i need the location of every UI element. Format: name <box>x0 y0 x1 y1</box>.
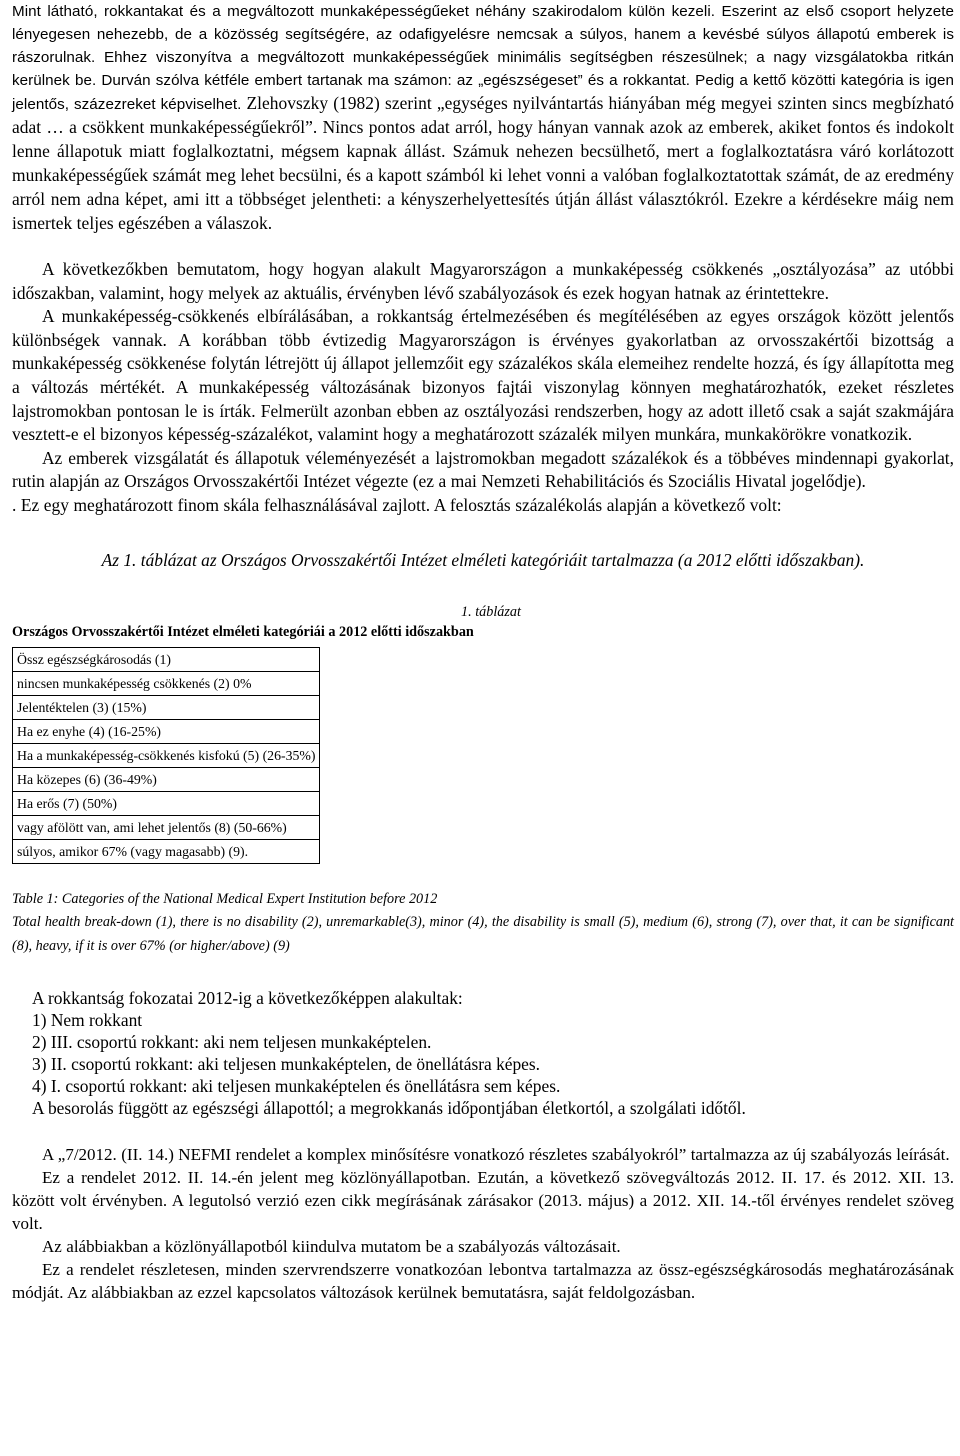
decree-paragraph-4: Ez a rendelet részletesen, minden szervrendszerre vonatkozóan lebontva tartalmazza az össz-egészségkárosodás meghatározásának módját. Az alábbiakban az ezzel kapcsolatos változások kerülnek bemutatásra, saját feldolgozásban. <box>12 1259 954 1302</box>
decree-paragraph-2: Ez a rendelet 2012. II. 14.-én jelent meg közlönyállapotban. Ezután, a következő szövegváltozás 2012. II. 17. és 2012. XII. 13. között volt érvényben. A legutolsó verzió ezen cikk megírásának zárásakor (2013. május) a 2012. XII. 14.-től érvényes rendelet szöveg volt. <box>12 1167 954 1233</box>
table-cell: Ha közepes (6) (36-49%) <box>13 767 320 791</box>
paragraph-intro <box>12 0 954 236</box>
section-decree <box>12 1143 954 1304</box>
english-table-title: Table 1: Categories of the National Medical Expert Institution before 2012 <box>12 890 438 907</box>
paragraph-2: Zlehovszky (1982) szerint „egységes nyilvántartás hiányában még megyei szinten sincs megbízható adat … a csökkent munkaképességűekről”. Nincs pontos adat arról, hogy hányan vannak azok az emberek, akiket fontos és indokolt lenne állapotuk miatt foglalkoztatni, mégsem kapnak állást. Számuk nehezen becsülhető, mert a foglalkoztatásra váró korlátozott munkaképességűek számát meg lehet becsülni, és a kapott számból ki lehet vonni a valóban foglalkoztatottak számát, de az eredmény arról nem adna képet, ami itt a többséget jelentheti: a kényszerhelyettesítés útján állást választókról. Ezekre a kérdésekre máig nem ismertek teljes egészében a válaszok. <box>12 93 954 233</box>
table-cell: Ha ez enyhe (4) (16-25%) <box>13 719 320 743</box>
grade-item: 3) II. csoportú rokkant: aki teljesen munkaképtelen, de önellátásra képes. <box>32 1053 541 1074</box>
table-cell: Ha erős (7) (50%) <box>13 791 320 815</box>
table-number: 1. táblázat <box>461 603 521 620</box>
paragraph-1: Mint látható, rokkantakat és a megváltozott munkaképességűeket néhány szakirodalom külön kezeli. Eszerint az első csoport helyzete lényegesen nehezebb, de a közösség segítségére, az odafigyelésre nemcsak a súlyos, hanem a kevésbé súlyos állapotú emberek is rászorulnak. Ehhez viszonyítva a megváltozott munkaképességűek minimális segítségben részesülnek; a nagy vizsgálatokba ritkán kerülnek be. Durván szólva kétféle embert tartanak ma számon: az „egészségeset” és a rokkantat. Pedig a kettő közötti kategória is igen jelentős, százezreket képviselhet. <box>12 3 954 113</box>
disability-grades <box>12 987 954 1119</box>
table-title: Országos Orvosszakértői Intézet elméleti kategóriái a 2012 előtti időszakban <box>12 623 474 640</box>
table-row <box>13 791 320 815</box>
section-classification <box>12 258 954 518</box>
table-row <box>13 647 320 671</box>
table-row <box>13 839 320 863</box>
table-row <box>13 695 320 719</box>
grades-intro: A rokkantság fokozatai 2012-ig a következőképpen alakultak: <box>32 987 463 1008</box>
paragraph-3: A következőkben bemutatom, hogy hogyan alakult Magyarországon a munkaképesség csökkenés „osztályozása” az utóbbi időszakban, valamint, hogy melyek az aktuális, érvényben lévő szabályozások és ezek hogyan hatnak az érintettekre. <box>12 259 954 303</box>
table-cell: Össz egészségkárosodás (1) <box>13 647 320 671</box>
table-reference-caption: Az 1. táblázat az Országos Orvosszakértői Intézet elméleti kategóriáit tartalmazza (a 2012 előtti időszakban). <box>101 549 865 570</box>
table-cell: vagy afölött van, ami lehet jelentős (8) (50-66%) <box>13 815 320 839</box>
table-cell: súlyos, amikor 67% (vagy magasabb) (9). <box>13 839 320 863</box>
table-row <box>13 743 320 767</box>
decree-paragraph-1: A „7/2012. (II. 14.) NEFMI rendelet a komplex minősítésre vonatkozó részletes szabályokról” tartalmazza az új szabályozás leírását. <box>42 1144 950 1164</box>
table-cell: nincsen munkaképesség csökkenés (2) 0% <box>13 671 320 695</box>
table-row <box>13 719 320 743</box>
paragraph-6: . Ez egy meghatározott finom skála felhasználásával zajlott. A felosztás százalékolás alapján a következő volt: <box>12 494 782 515</box>
grades-closing: A besorolás függött az egészségi állapottól; a megrokkanás időpontjában életkortól, a szolgálati időtől. <box>32 1097 746 1118</box>
decree-paragraph-3: Az alábbiakban a közlönyállapotból kiindulva mutatom be a szabályozás változásait. <box>42 1236 621 1256</box>
table-cell: Jelentéktelen (3) (15%) <box>13 695 320 719</box>
english-translation <box>12 888 954 959</box>
grade-item: 2) III. csoportú rokkant: aki nem teljesen munkaképtelen. <box>32 1031 432 1052</box>
paragraph-5: Az emberek vizsgálatát és állapotuk véleményezését a lajstromokban megadott százalékok és a többéves mindennapi gyakorlat, rutin alapján az Országos Orvosszakértői Intézet végezte (ez a mai Nemzeti Rehabilitációs és Szociális Hivatal jogelődje). <box>12 447 954 492</box>
grade-item: 4) I. csoportú rokkant: aki teljesen munkaképtelen és önellátásra sem képes. <box>32 1075 561 1096</box>
table-row <box>13 815 320 839</box>
category-table <box>12 647 320 864</box>
table-row <box>13 767 320 791</box>
table-row <box>13 671 320 695</box>
table-cell: Ha a munkaképesség-csökkenés kisfokú (5) (26-35%) <box>13 743 320 767</box>
english-table-body: Total health break-down (1), there is no disability (2), unremarkable(3), minor (4), the disability is small (5), medium (6), strong (7), over that, it can be significant (8), heavy, if it is over 67% (or higher/above) (9) <box>12 914 954 955</box>
grade-item: 1) Nem rokkant <box>32 1009 143 1030</box>
paragraph-4: A munkaképesség-csökkenés elbírálásában, a rokkantság értelmezésében és megítélésében az egyes országok között jelentős különbségek vannak. A korábban több évtizedig Magyarországon is érvényes gyakorlatban az orvosszakértői bizottság a munkaképesség csökkenése folytán létrejött új állapot jellemzőit egy százalékos skála elemeihez rendelte hozzá, és így állapította meg a változás mértékét. A munkaképesség változásának bizonyos fajtái viszonylag könnyen meghatározhatók, ezeket részletes lajstromokban pontosan le is írták. Felmerült azonban ebben az osztályozási rendszerben, hogy az adott illető csak a saját szakmájára vesztett-e el bizonyos képesség-százalékot, valamint hogy a meghatározott százalék milyen munkára, munkakörökre vonatkozik. <box>12 306 954 445</box>
